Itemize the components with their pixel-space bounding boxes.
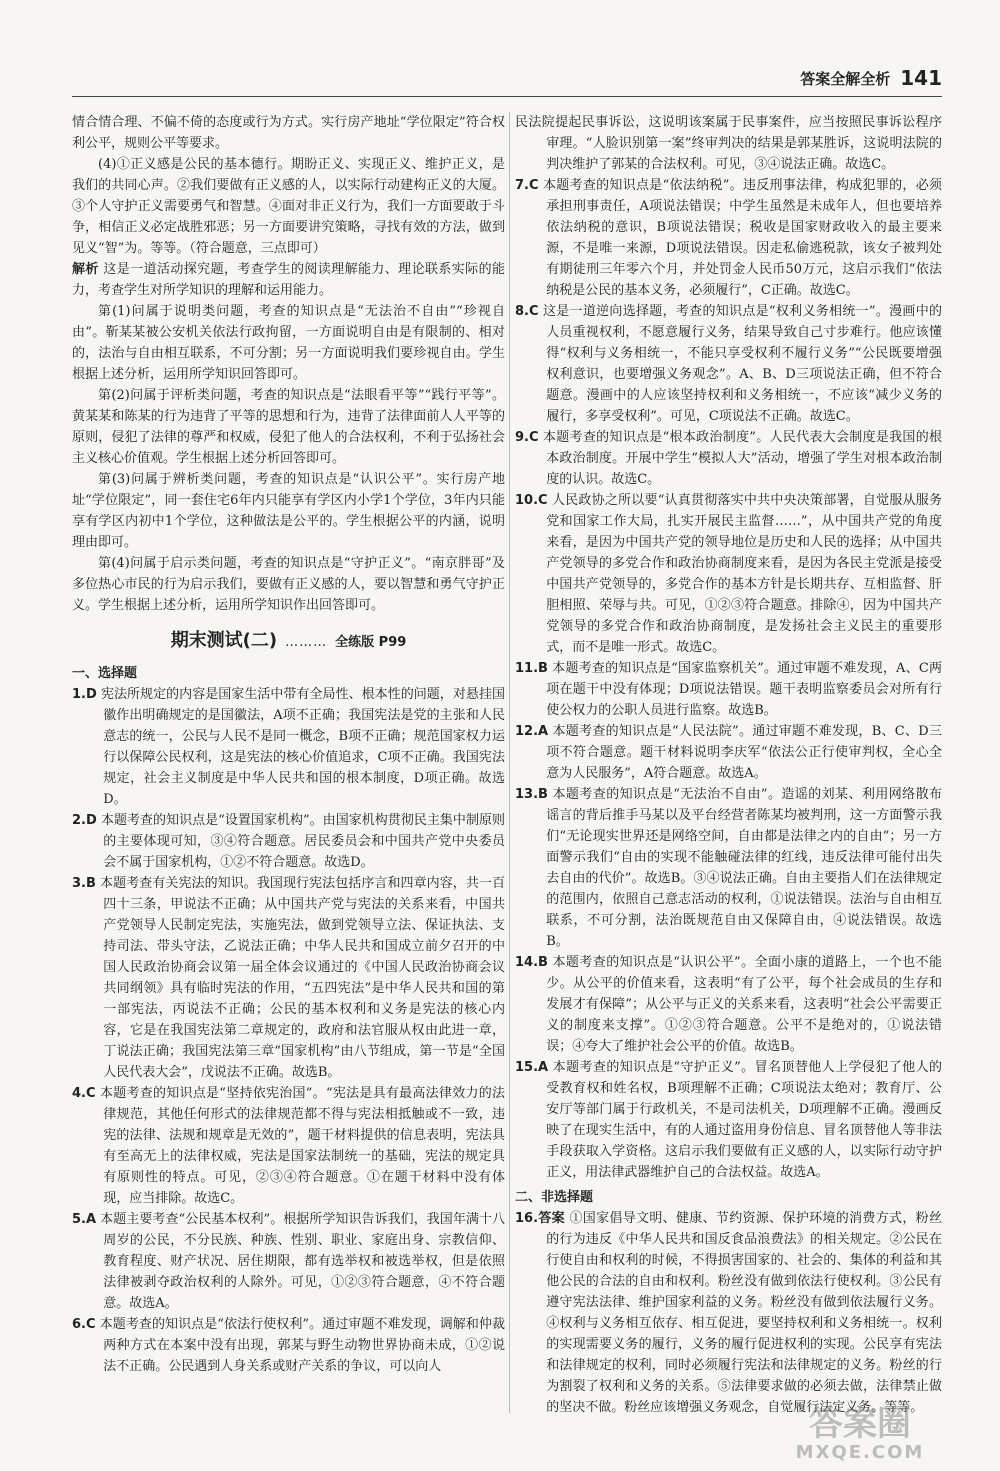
section-title-ref: 全练版 P99 [335,635,407,650]
page-number: 141 [900,66,942,90]
paragraph: 第(3)问属于辨析类问题，考查的知识点是“认识公平”。实行房产地址“学位限定”，同一套住宅6年内只能享有学区内小学1个学位，3年内只能享有学区内初中1个学位，这种做法是公平的。学生根据公平的内涵，说明理由即可。 [72,472,505,550]
page-header [800,66,942,90]
answer-item [72,1209,505,1314]
answer-item [515,658,942,721]
answer-text: 本题考查的知识点是“人民法院”。通过审题不难发现，B、C、D三项不符合题意。题干材料说明李庆军“依法公正行使审判权，全心全意为人民服务”，A符合题意。故选A。 [546,724,943,781]
answer-number: 10.C [515,493,548,508]
paragraph: (4)①正义感是公民的基本德行。期盼正义、实现正义、维护正义，是我们的共同心声。②我们要做有正义感的人，以实际行动建构正义的大厦。③个人守护正义需要勇气和智慧。④面对非正义行为，我们一方面要敢于斗争，相信正义必定战胜邪恶；另一方面要讲究策略，寻找有效的方法，做到见义“智”为。等等。（符合题意，三点即可） [72,157,505,256]
answer-text: ①国家倡导文明、健康、节约资源、保护环境的消费方式，粉丝的行为违反《中华人民共和国反食品浪费法》的相关规定。②公民在行使自由和权利的时候，不得损害国家的、社会的、集体的利益和其他公民的合法的自由和权利。粉丝没有做到依法行使权利。③公民有遵守宪法法律、维护国家利益的义务。粉丝没有做到依法履行义务。④权利与义务相互依存、相互促进，要坚持权利和义务相统一。权利的实现需要义务的履行，义务的履行促进权利的实现。公民享有宪法和法律规定的权利，同时必须履行宪法和法律规定的义务。粉丝的行为割裂了权利和义务的关系。⑤法律要求做的必须去做，法律禁止做的坚决不做。粉丝应该增强义务观念，自觉履行法定义务。等等。 [546,1211,942,1415]
answer-text: 本题考查的知识点是“认识公平”。全面小康的道路上，一个也不能少。从公平的价值来看，这表明“有了公平，每个社会成员的生存和发展才有保障”；从公平与正义的关系来看，这表明“社会公平需要正义的制度来支撑”。①②③符合题意。公平不是绝对的，①说法错误；④夸大了维护社会公平的价值。故选B。 [546,955,942,1054]
answer-item [72,1314,505,1377]
answer-number: 8.C [515,304,539,319]
section-heading: 一、选择题 [72,666,138,681]
answer-number: 13.B [515,787,548,802]
paragraph: 第(4)问属于启示类问题，考查的知识点是“守护正义”。“南京胖哥”及多位热心市民的行为启示我们，要做有正义感的人，要以智慧和勇气守护正义。学生根据上述分析，运用所学知识作出回答即可。 [72,556,505,613]
answer-number: 1.D [72,687,97,702]
header-rule [72,96,942,97]
paragraph: 第(1)问属于说明类问题，考查的知识点是“无法治不自由”“珍视自由”。靳某某被公安机关依法行政拘留，一方面说明自由是有限制的、相对的，法治与自由相互联系，不可分割；另一方面说明我们要珍视自由。学生根据上述分析，运用所学知识回答即可。 [72,304,505,382]
answer-number: 11.B [515,661,548,676]
section-title-dots: ……… [285,635,328,650]
answer-number: 12.A [515,724,549,739]
answer-number: 4.C [72,1086,96,1101]
answer-number: 2.D [72,813,97,828]
answer-number: 16.答案 [515,1211,565,1226]
answer-item [515,490,942,658]
answer-item [72,1083,505,1209]
answer-text: 宪法所规定的内容是国家生活中带有全局性、根本性的问题，对悬挂国徽作出明确规定的是国徽法，A项不正确；我国宪法是党的主张和人民意志的统一，公民与人民不是同一概念，B项不正确；规范国家权力运行以保障公民权利，这是宪法的核心价值追求，C项不正确。我国宪法规定，社会主义制度是中华人民共和国的根本制度，D项正确。故选D。 [100,687,505,807]
answer-text: 本题考查的知识点是“守护正义”。冒名顶替他人上学侵犯了他人的受教育权和姓名权，B项理解不正确；C项说法太绝对；教育厅、公安厅等部门属于行政机关，不是司法机关，D项理解不正确。漫画反映了在现实生活中，有的人通过盗用身份信息、冒名顶替他人等非法手段获取入学资格。这启示我们要做有正义感的人，以实际行动守护正义，用法律武器维护自己的合法权益。故选A。 [546,1060,943,1180]
paragraph: 第(2)问属于评析类问题，考查的知识点是“法眼看平等”“践行平等”。黄某某和陈某的行为违背了平等的思想和行为，违背了法律面前人人平等的原则，侵犯了法律的尊严和权威，侵犯了他人的合法权利，不利于弘扬社会主义核心价值观。学生根据上述分析回答即可。 [72,388,505,466]
analysis-paragraph [72,259,505,301]
watermark-text: 答案圈 [809,1403,911,1444]
answer-item [515,721,942,784]
answer-continuation: 民法院提起民事诉讼，这说明该案属于民事案件，应当按照民事诉讼程序审理。“人脸识别第一案”终审判决的结果是郭某胜诉，这说明法院的判决维护了郭某的合法权利。可见，③④说法正确。故选C。 [515,115,942,172]
answer-text: 本题考查的知识点是“国家监察机关”。通过审题不难发现，A、C两项在题干中没有体现；D项说法错误。题干表明监察委员会对所有行使公权力的公职人员进行监察。故选B。 [546,661,942,718]
answer-number: 3.B [72,876,96,891]
answer-item [515,952,942,1057]
watermark-logo [760,1405,960,1463]
header-title: 答案全解全析 [800,69,891,88]
paragraph: 情合情合理、不偏不倚的态度或行为方式。实行房产地址“学位限定”符合权利公平，规则公平等要求。 [72,115,505,151]
answer-number: 14.B [515,955,548,970]
answer-item [515,175,942,301]
answer-item [515,1057,942,1183]
answer-item [72,810,505,873]
section-title [72,630,505,653]
answer-text: 本题考查的知识点是“无法治不自由”。造谣的刘某、利用网络散布谣言的背后推手马某以及平台经营者陈某均被判刑，这一方面警示我们“无论现实世界还是网络空间，自由都是法律之内的自由”；另一方面警示我们“自由的实现不能触碰法律的红线，违反法律可能付出失去自由的代价”。故选B。③④说法正确。自由主要指人们在法律规定的范围内，依照自己意志活动的权利，①说法错误。法治与自由相互联系，不可分割，法治既规范自由又保障自由，④说法错误。故选B。 [546,787,942,949]
answer-text: 人民政协之所以要“认真贯彻落实中共中央决策部署，自觉服从服务党和国家工作大局，扎实开展民主监督……”，从中国共产党的角度来看，是因为中国共产党的领导地位是历史和人民的选择；从中国共产党领导的多党合作和政治协商制度来看，是因为各民主党派是接受中国共产党领导的，多党合作的基本方针是长期共存、互相监督、肝胆相照、荣辱与共。可见，①②③符合题意。排除④，因为中国共产党领导的多党合作和政治协商制度，是发扬社会主义民主的重要形式，而不是唯一形式。故选C。 [546,493,942,655]
answer-number: 15.A [515,1060,549,1075]
answer-text: 本题考查的知识点是“依法行使权利”。通过审题不难发现，调解和仲裁两种方式在本案中没有出现，郭某与野生动物世界协商未成，①②说法不正确。公民遇到人身关系或财产关系的争议，可以向人 [99,1317,505,1374]
answer-item [515,1208,942,1418]
answer-item [72,684,505,810]
right-column [515,112,942,1418]
section-heading: 二、非选择题 [515,1190,594,1205]
section-title-main: 期末测试(二) [170,630,278,651]
answer-number: 5.A [72,1212,97,1227]
answer-text: 这是一道逆向选择题，考查的知识点是“权利义务相统一”。漫画中的人员重视权利，不愿意履行义务，结果导致自己寸步难行。他应该懂得“权利与义务相统一，不能只享受权利不履行义务”“公民既要增强权利意识，也要增强义务观念”。A、B、D三项说法正确，但不符合题意。漫画中的人应该坚持权利和义务相统一，不应该“减少义务的履行，多享受权利”。可见，C项说法不正确。故选C。 [542,304,943,424]
answer-text: 本题考查有关宪法的知识。我国现行宪法包括序言和四章内容，共一百四十三条，甲说法不正确；从中国共产党与宪法的关系来看，中国共产党领导人民制定宪法，实施宪法，做到党领导立法、保证执法、支持司法、带头守法，乙说法正确；中华人民共和国成立前夕召开的中国人民政治协商会议第一届全体会议通过的《中国人民政治协商会议共同纲领》具有临时宪法的作用，“五四宪法”是中华人民共和国的第一部宪法，丙说法不正确；公民的基本权利和义务是宪法的核心内容，它是在我国宪法第二章规定的，政府和法官服从权由此进一章，丁说法正确；我国宪法第三章“国家机构”由八节组成，第一节是“全国人民代表大会”，戊说法不正确。故选B。 [100,876,505,1080]
answer-item [515,427,942,490]
answer-item [515,301,942,427]
answer-number: 9.C [515,430,539,445]
analysis-text: 这是一道活动探究题，考查学生的阅读理解能力、理论联系实际的能力，考查学生对所学知识的理解和运用能力。 [72,262,505,298]
analysis-label: 解析 [72,262,99,277]
answer-text: 本题考查的知识点是“依法纳税”。违反刑事法律，构成犯罪的，必须承担刑事责任，A项说法错误；中学生虽然是未成年人，但也要培养依法纳税的意识，B项说法错误；税收是国家财政收入的最主要来源，不是唯一来源，D项说法错误。因走私偷逃税款，该女子被判处有期徒刑三年零六个月，并处罚金人民币50万元，这启示我们“依法纳税是公民的基本义务，必须履行”，C正确。故选C。 [542,178,943,298]
answer-text: 本题考查的知识点是“坚持依宪治国”。“宪法是具有最高法律效力的法律规范，其他任何形式的法律规范都不得与宪法相抵触或不一致，违宪的法律、法规和规章是无效的”，题干材料提供的信息表明，宪法具有至高无上的法律权威，宪法是国家法制统一的基础，宪法的规定具有原则性的特点。可见，②③④符合题意。①在题干材料中没有体现，应当排除。故选C。 [99,1086,505,1206]
answer-number: 6.C [72,1317,96,1332]
answer-text: 本题考查的知识点是“设置国家机构”。由国家机构贯彻民主集中制原则的主要体现可知，③④符合题意。居民委员会和中国共产党中央委员会不属于国家机构，①②不符合题意。故选D。 [100,813,506,870]
column-divider [509,112,510,1413]
answer-text: 本题考查的知识点是“根本政治制度”。人民代表大会制度是我国的根本政治制度。开展中学生“模拟人大”活动，增强了学生对根本政治制度的认识。故选C。 [542,430,943,487]
watermark-url: MXQE.COM [795,1441,925,1463]
answer-text: 本题主要考查“公民基本权利”。根据所学知识告诉我们，我国年满十八周岁的公民，不分民族、种族、性别、职业、家庭出身、宗教信仰、教育程度、财产状况、居住期限，都有选举权和被选举权，但是依照法律被剥夺政治权利的人除外。可见，①②③符合题意，④不符合题意。故选A。 [100,1212,505,1311]
answer-item [72,873,505,1083]
left-column [72,112,505,1377]
answer-number: 7.C [515,178,539,193]
answer-item [515,784,942,952]
